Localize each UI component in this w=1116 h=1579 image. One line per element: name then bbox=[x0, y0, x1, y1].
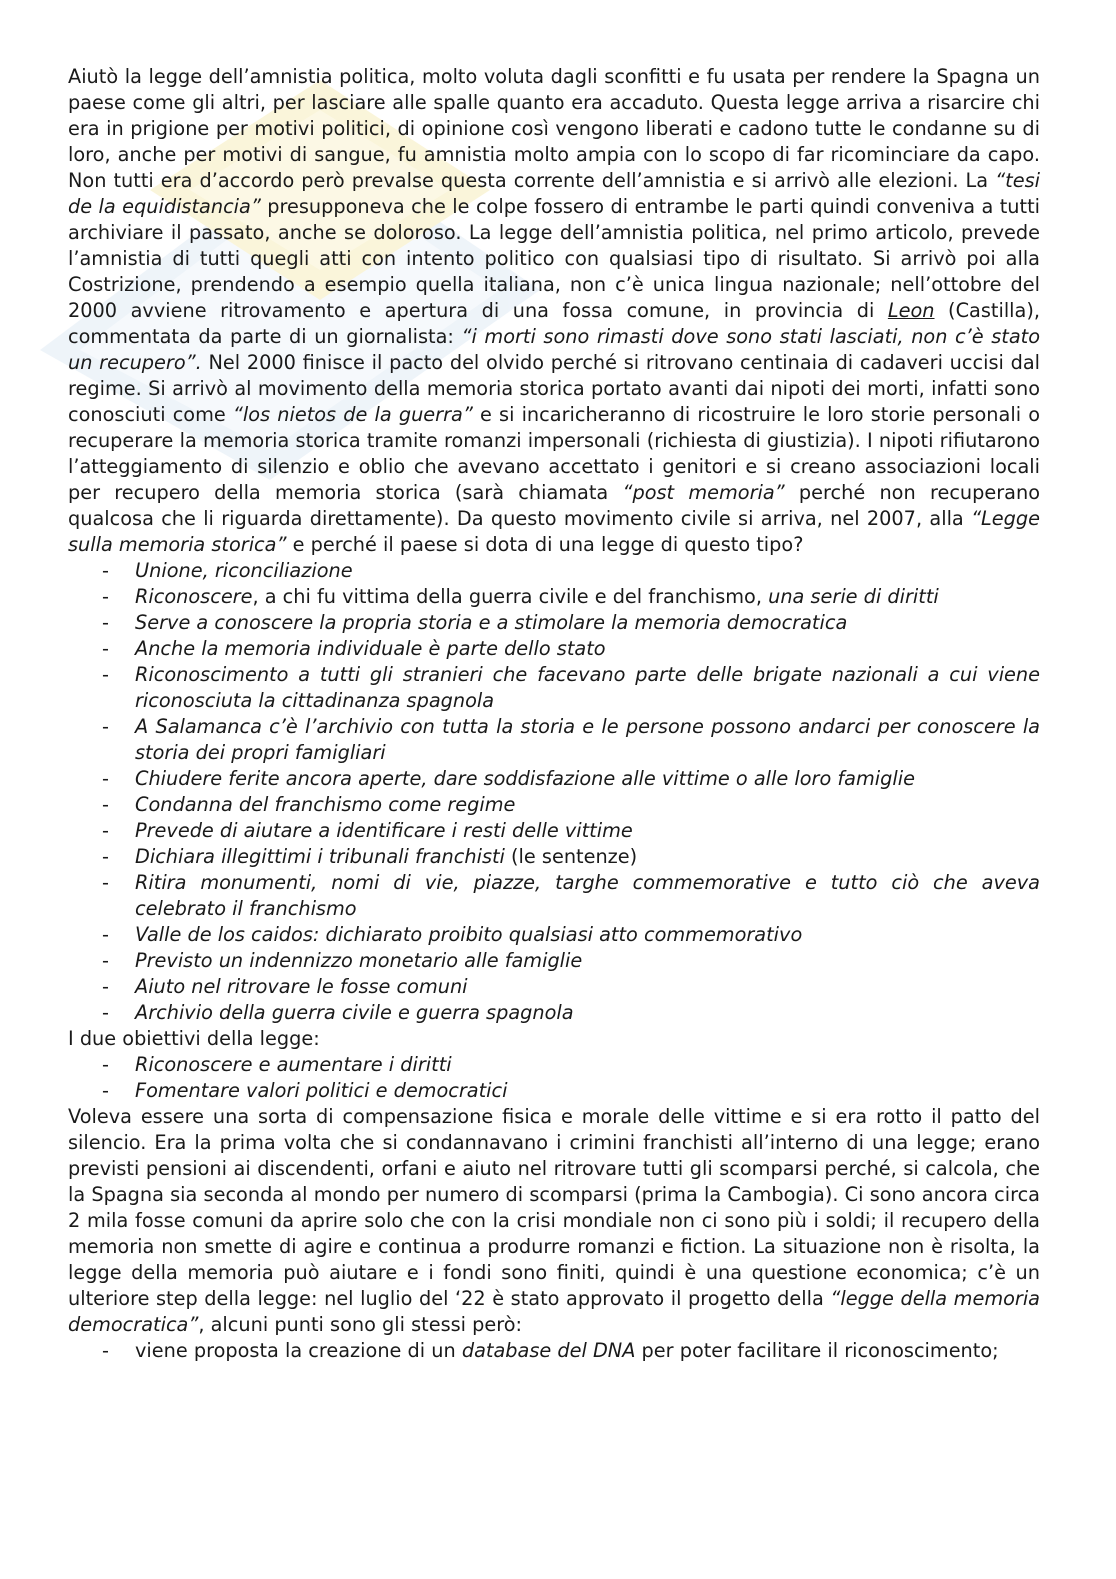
list-item: - Archivio della guerra civile e guerra spagnola bbox=[135, 1000, 1040, 1026]
list-item: - Chiudere ferite ancora aperte, dare soddisfazione alle vittime o alle loro famiglie bbox=[135, 766, 1040, 792]
text-run: Nel 2000 finisce il pacto del olvido perché si ritrovano centinaia di cadaveri uccisi dal regime. Si arrivò al movimento della memoria storica portato avanti dai nipoti dei morti, infatti sono conosciuti come bbox=[68, 351, 1040, 426]
text-run: per poter facilitare il riconoscimento; bbox=[635, 1339, 999, 1362]
list-item bbox=[135, 1338, 1040, 1364]
list-item: - Riconoscimento a tutti gli stranieri che facevano parte delle brigate nazionali a cui viene riconosciuta la cittadinanza spagnola bbox=[135, 662, 1040, 714]
list-item: - Condanna del franchismo come regime bbox=[135, 792, 1040, 818]
text-run: (le sentenze) bbox=[504, 845, 638, 868]
text-run: una serie di diritti bbox=[768, 585, 939, 608]
text-run: Aiutò la legge dell’amnistia politica, molto voluta dagli sconfitti e fu usata per rendere la Spagna un paese come gli altri, per lasciare alle spalle quanto era accaduto. Questa legge arriva a risarcire chi era in prigione per motivi politici, di opinione così vengono liberati e cadono tutte le condanne su di loro, anche per motivi di sangue, fu amnistia molto ampia con lo scopo di far ricominciare da capo. Non tutti era d’accordo però prevalse questa corrente dell’amnistia e si arrivò alle elezioni. La bbox=[68, 65, 1040, 192]
obiettivi-heading: I due obiettivi della legge: bbox=[68, 1027, 320, 1050]
paragraph-amnistia bbox=[68, 64, 1040, 558]
quote-giornalista: “i morti sono rimasti dove sono stati lasciati, non c’è stato un recupero”. bbox=[68, 325, 1040, 374]
list-item: - Aiuto nel ritrovare le fosse comuni bbox=[135, 974, 1040, 1000]
text-run: perché non recuperano qualcosa che li riguarda direttamente). Da questo movimento civile si arriva, nel 2007, alla bbox=[68, 481, 1040, 530]
list-item: - A Salamanca c’è l’archivio con tutta la storia e le persone possono andarci per conoscere la storia dei propri famigliari bbox=[135, 714, 1040, 766]
text-run: e si incaricheranno di ricostruire le loro storie personali o recuperare la memoria storica tramite romanzi impersonali (richiesta di giustizia). I nipoti rifiutarono l’atteggiamento di silenzio e oblio che avevano accettato i genitori e si creano associazioni locali per recupero della memoria storica (sarà chiamata bbox=[68, 403, 1041, 504]
text-run: e perché il paese si dota di una legge di questo tipo? bbox=[286, 533, 804, 556]
text-run: database del DNA bbox=[461, 1339, 636, 1362]
text-run: Voleva essere una sorta di compensazione fisica e morale delle vittime e si era rotto il patto del silencio. Era la prima volta che si condannavano i crimini franchisti all’interno di una legge; erano previsti pensioni ai discendenti, orfani e aiuto nel ritrovare tutti gli scomparsi perché, si calcola, che la Spagna sia seconda al mondo per numero di scomparsi (prima la Cambogia). Ci sono ancora circa 2 mila fosse comuni da aprire solo che con la crisi mondiale non ci sono più i soldi; il recupero della memoria non smette di agire e continua a produrre romanzi e fiction. La situazione non è risolta, la legge della memoria può aiutare e i fondi sono finiti, quindi è una questione economica; c’è un ulteriore step della legge: nel luglio del ‘22 è stato approvato il progetto della bbox=[68, 1105, 1040, 1310]
text-run: Dichiara illegittimi i tribunali franchisti bbox=[135, 845, 505, 868]
quote-tesi-equidistancia: “tesi de la equidistancia” bbox=[68, 169, 1040, 218]
quote-nietos: “los nietos de la guerra” bbox=[232, 403, 473, 426]
list-item: - Riconoscere e aumentare i diritti bbox=[135, 1052, 1040, 1078]
obiettivi-list bbox=[68, 1052, 1040, 1104]
punti-list bbox=[68, 1338, 1040, 1364]
text-run: viene proposta la creazione di un bbox=[135, 1339, 462, 1362]
text-run: , alcuni punti sono gli stessi però: bbox=[198, 1313, 523, 1336]
quote-legge-memoria-storica: “Legge sulla memoria storica” bbox=[68, 507, 1040, 556]
list-item: - Anche la memoria individuale è parte dello stato bbox=[135, 636, 1040, 662]
list-item bbox=[135, 584, 1040, 610]
list-item: - Prevede di aiutare a identificare i resti delle vittime bbox=[135, 818, 1040, 844]
text-run: (Castilla), commentata da parte di un giornalista: bbox=[68, 299, 1040, 348]
list-item: - Ritira monumenti, nomi di vie, piazze, targhe commemorative e tutto ciò che aveva celebrato il franchismo bbox=[135, 870, 1040, 922]
list-item: - Fomentare valori politici e democratici bbox=[135, 1078, 1040, 1104]
quote-post-memoria: “post memoria” bbox=[622, 481, 785, 504]
list-item: - Serve a conoscere la propria storia e a stimolare la memoria democratica bbox=[135, 610, 1040, 636]
list-item: - Valle de los caidos: dichiarato proibito qualsiasi atto commemorativo bbox=[135, 922, 1040, 948]
text-run: Riconoscere bbox=[135, 585, 253, 608]
list-item: - Unione, riconciliazione bbox=[135, 558, 1040, 584]
quote-legge-memoria-democratica: “legge della memoria democratica” bbox=[68, 1287, 1040, 1336]
list-item: - Previsto un indennizzo monetario alle famiglie bbox=[135, 948, 1040, 974]
list-item bbox=[135, 844, 1040, 870]
text-run: , a chi fu vittima della guerra civile e del franchismo, bbox=[252, 585, 769, 608]
paragraph-compensazione bbox=[68, 1104, 1040, 1338]
place-leon: Leon bbox=[887, 299, 935, 322]
motivi-list bbox=[68, 558, 1040, 1026]
text-run: presupponeva che le colpe fossero di entrambe le parti quindi conveniva a tutti archiviare il passato, anche se doloroso. La legge dell’amnistia politica, nel primo articolo, prevede l’amnistia di tutti quegli atti con intento politico con qualsiasi tipo di risultato. Si arrivò poi alla Costrizione, prendendo a esempio quella italiana, non c’è unica lingua nazionale; nell’ottobre del 2000 avviene ritrovamento e apertura di una fossa comune, in provincia di bbox=[68, 195, 1040, 322]
